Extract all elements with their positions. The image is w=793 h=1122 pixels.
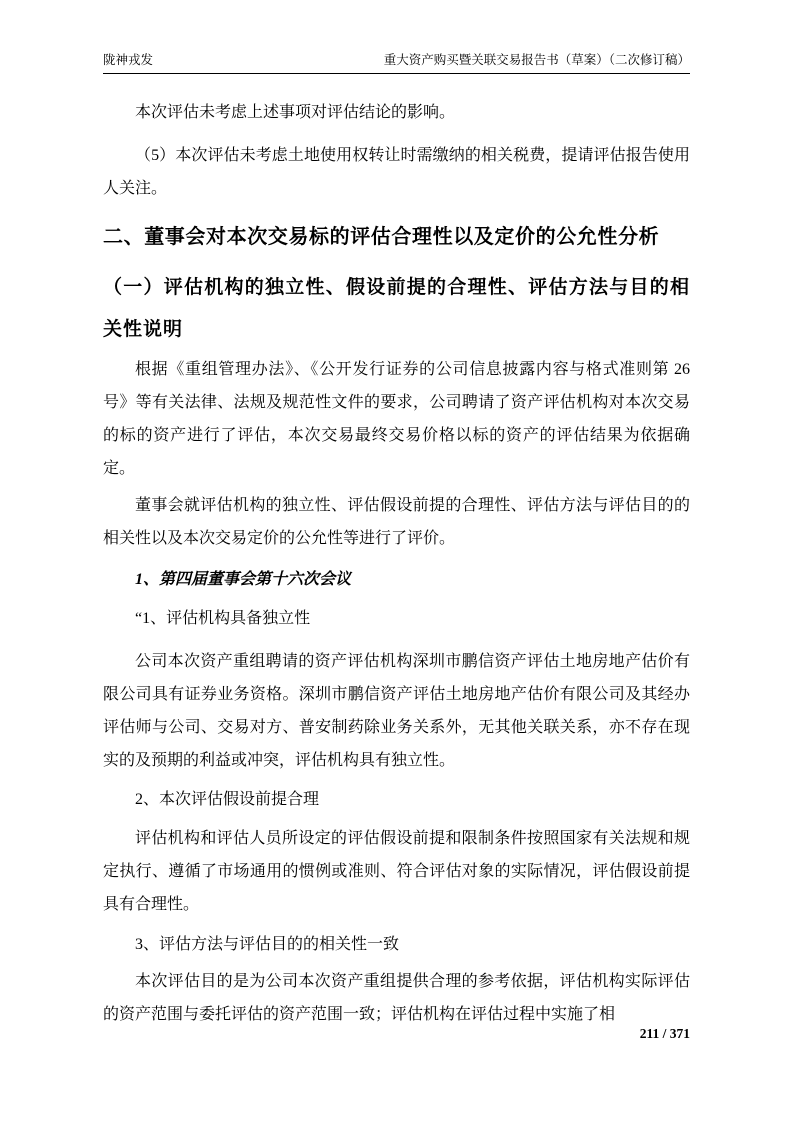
document-content [103, 88, 690, 1031]
subsection-heading-independence: （一）评估机构的独立性、假设前提的合理性、评估方法与目的相关性说明 [103, 277, 690, 340]
page-number: 211 / 371 [639, 1026, 690, 1041]
paragraph-assumptions-detail: 评估机构和评估人员所设定的评估假设前提和限制条件按照国家有关法规和规定执行、遵循了市场通用的惯例或准则、符合评估对象的实际情况，评估假设前提具有合理性。 [103, 830, 690, 913]
paragraph-item-5-taxes: （5）本次评估未考虑土地使用权转让时需缴纳的相关税费，提请评估报告使用人关注。 [103, 147, 690, 197]
paragraph-legal-basis: 根据《重组管理办法》、《公开发行证券的公司信息披露内容与格式准则第 26 号》等有关法律、法规及规范性文件的要求，公司聘请了资产评估机构对本次交易的标的资产进行了评估，本次交易最终交易价格以标的资产的评估结果为依据确定。 [103, 361, 690, 477]
paragraph-appraiser-qualification: 公司本次资产重组聘请的资产评估机构深圳市鹏信资产评估土地房地产估价有限公司具有证券业务资格。深圳市鹏信资产评估土地房地产估价有限公司及其经办评估师与公司、交易对方、普安制药除业务关系外，无其他关联关系，亦不存在现实的及预期的利益或冲突，评估机构具有独立性。 [103, 653, 690, 769]
subheading-method-purpose-consistency: 3、评估方法与评估目的的相关性一致 [135, 936, 400, 953]
subheading-assumptions-reasonable: 2、本次评估假设前提合理 [135, 791, 320, 808]
quote-heading-appraiser-independence: “1、评估机构具备独立性 [135, 610, 311, 627]
paragraph-evaluation-purpose: 本次评估目的是为公司本次资产重组提供合理的参考依据，评估机构实际评估的资产范围与委托评估的资产范围一致；评估机构在评估过程中实施了相 [103, 973, 690, 1023]
header-report-title: 重大资产购买暨关联交易报告书（草案）（二次修订稿） [383, 53, 690, 67]
subheading-board-meeting-16: 1、第四届董事会第十六次会议 [135, 571, 352, 588]
paragraph-board-evaluation: 董事会就评估机构的独立性、评估假设前提的合理性、评估方法与评估目的的相关性以及本次交易定价的公允性等进行了评价。 [103, 497, 690, 547]
section-heading-board-analysis: 二、董事会对本次交易标的评估合理性以及定价的公允性分析 [103, 226, 660, 248]
page-header [103, 52, 690, 74]
paragraph-evaluation-impact: 本次评估未考虑上述事项对评估结论的影响。 [135, 104, 456, 121]
page-footer [103, 1025, 690, 1042]
header-document-short-title: 陇神戎发 [103, 53, 154, 67]
